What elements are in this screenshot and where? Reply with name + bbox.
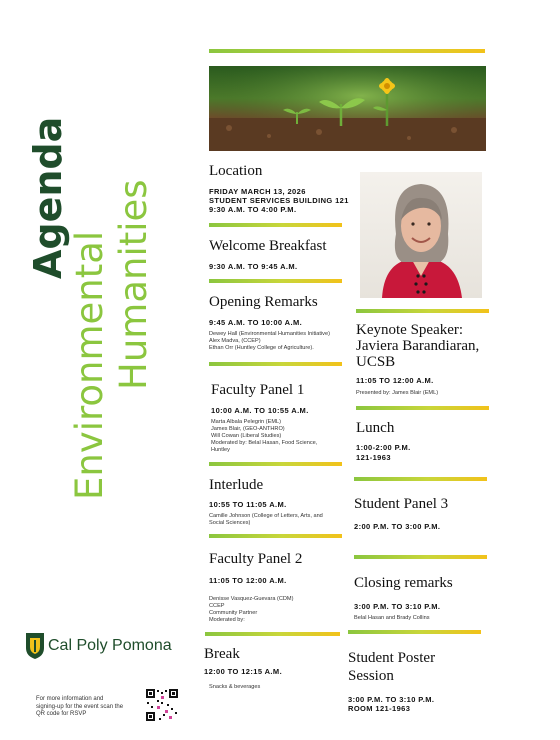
spanel3-title: Student Panel 3 (354, 496, 449, 512)
divider (209, 362, 342, 366)
poster-title: Student Poster (348, 650, 436, 666)
keynote-affiliation: UCSB (356, 354, 396, 370)
breakfast-time: 9:30 A.M. TO 9:45 A.M. (209, 262, 298, 271)
interlude-time: 10:55 TO 11:05 A.M. (209, 500, 287, 509)
divider (356, 406, 489, 410)
lunch-time: 1:00-2:00 P.M. (356, 443, 411, 452)
panel2-note: Moderated by: (209, 617, 245, 623)
poster-time: 3:00 P.M. TO 3:10 P.M. (348, 695, 435, 704)
divider (209, 534, 342, 538)
keynote-portrait (360, 172, 482, 298)
environmental-text: Environmental (68, 230, 111, 500)
lunch-room: 121-1963 (356, 453, 391, 462)
divider (209, 223, 342, 227)
interlude-note: Camille Johnson (College of Letters, Arts, and (209, 513, 323, 519)
divider-top (209, 49, 485, 53)
divider (209, 462, 342, 466)
rsvp-info-line: signing-up for the event scan the (36, 703, 124, 710)
seedling-photo (209, 66, 486, 151)
title-line-environmental (66, 44, 112, 504)
break-time: 12:00 TO 12:15 A.M. (204, 667, 283, 676)
lunch-title: Lunch (356, 420, 395, 436)
panel2-note: CCEP (209, 603, 225, 609)
panel1-note: James Blair, (GEO-ANTHRO) (211, 426, 285, 432)
panel2-note: Denisse Vasquez-Guevara (CDM) (209, 596, 294, 602)
interlude-title: Interlude (209, 477, 264, 493)
rsvp-info-line: QR code for RSVP (36, 711, 87, 717)
seedling-illustration (209, 66, 486, 151)
rsvp-info-line: For more information and (36, 696, 104, 702)
portrait-illustration (360, 172, 482, 298)
opening-title: Opening Remarks (209, 294, 318, 310)
opening-speaker: Ethan Orr (Huntley College of Agriculture). (209, 345, 314, 351)
panel1-note: Moderated by: Belal Hasan, Food Science, (211, 440, 318, 446)
keynote-title: Keynote Speaker: (356, 322, 464, 338)
interlude-note: Social Sciences) (209, 520, 251, 526)
divider (348, 630, 481, 634)
divider (354, 477, 487, 481)
panel1-note: Huntley (211, 447, 230, 453)
cpp-logo-icon (24, 630, 46, 660)
location-date: FRIDAY MARCH 13, 2026 (209, 187, 306, 196)
closing-time: 3:00 P.M. TO 3:10 P.M. (354, 602, 441, 611)
divider (354, 555, 487, 559)
panel1-title: Faculty Panel 1 (211, 382, 305, 398)
humanities-text: Humanities (112, 179, 155, 390)
divider (205, 632, 340, 636)
divider (209, 279, 342, 283)
panel2-title: Faculty Panel 2 (209, 551, 303, 567)
opening-speaker: Alex Madva, (CCEP) (209, 338, 261, 344)
closing-note: Belal Hasan and Brady Collins (354, 615, 430, 621)
location-hours: 9:30 A.M. TO 4:00 P.M. (209, 205, 297, 214)
spanel3-time: 2:00 P.M. TO 3:00 P.M. (354, 522, 441, 531)
panel2-time: 11:05 TO 12:00 A.M. (209, 576, 287, 585)
panel1-note: Will Cowan (Liberal Studies) (211, 433, 282, 439)
location-building: STUDENT SERVICES BUILDING 121 (209, 196, 349, 205)
panel2-note: Community Partner (209, 610, 258, 616)
location-title: Location (209, 163, 263, 179)
title-line-humanities (110, 44, 156, 394)
poster-room: ROOM 121-1963 (348, 704, 411, 713)
panel1-note: Marta Albala Pelegrin (EML) (211, 419, 281, 425)
keynote-speaker: Javiera Barandiaran, (356, 338, 480, 354)
closing-title: Closing remarks (354, 575, 453, 591)
poster-title-line2: Session (348, 668, 394, 684)
opening-speaker: Dewey Hall (Environmental Humanities Initiative) (209, 331, 330, 337)
keynote-time: 11:05 TO 12:00 A.M. (356, 376, 434, 385)
opening-time: 9:45 A.M. TO 10:00 A.M. (209, 318, 303, 327)
rsvp-qr-code[interactable] (145, 688, 179, 722)
agenda-text: Agenda (26, 116, 70, 279)
panel1-time: 10:00 A.M. TO 10:55 A.M. (211, 406, 309, 415)
cpp-logo-text: Cal Poly Pomona (48, 637, 172, 654)
keynote-note: Presented by: James Blair (EML) (356, 390, 439, 396)
break-note: Snacks & beverages (209, 684, 261, 690)
agenda-heading (26, 44, 70, 284)
divider (356, 309, 489, 313)
breakfast-title: Welcome Breakfast (209, 238, 327, 254)
break-title: Break (204, 646, 240, 662)
